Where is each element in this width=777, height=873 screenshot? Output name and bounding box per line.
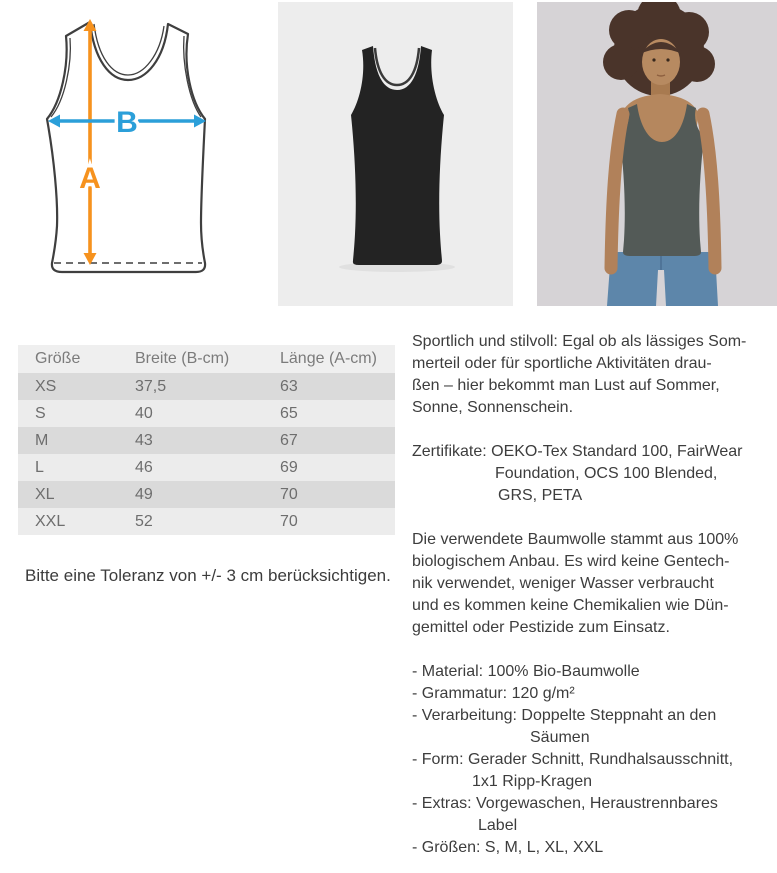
measure-label-b: B [116,106,138,139]
breite-cell: 37,5 [118,373,263,400]
table-row-l [18,454,395,481]
laenge-cell: 69 [263,454,395,481]
laenge-cell: 65 [263,400,395,427]
breite-cell: 52 [118,508,263,535]
breite-cell: 40 [118,400,263,427]
model-photo-drawing [537,2,777,306]
description-intro-paragraph: Sportlich und stilvoll: Egal ob als lässiges Som- merteil oder für sportliche Aktivitäten drau- ßen – hier bekommt man Lust auf Sommer, Sonne, Sonnenschein. [412,333,747,416]
product-description [412,331,777,859]
laenge-cell: 70 [263,481,395,508]
tolerance-note: Bitte eine Toleranz von +/- 3 cm berücksichtigen. [25,566,391,585]
size-cell: S [18,400,118,427]
size-cell: XXL [18,508,118,535]
table-row-xs [18,373,395,400]
laenge-cell: 67 [263,427,395,454]
size-diagram-drawing [20,8,252,290]
table-row-xxl [18,508,395,535]
size-diagram-image[interactable] [20,8,252,290]
measure-label-a: A [79,162,101,195]
size-cell: XS [18,373,118,400]
size-cell: L [18,454,118,481]
product-photo-drawing [278,2,513,306]
size-table-header-laenge: Länge (A-cm) [263,345,395,373]
size-table-header-groesse: Größe [18,345,118,373]
laenge-cell: 70 [263,508,395,535]
laenge-cell: 63 [263,373,395,400]
description-cotton-paragraph: Die verwendete Baumwolle stammt aus 100% biologischem Anbau. Es wird keine Gentech- nik verwendet, weniger Wasser verbraucht und es kommen keine Chemikalien wie Dün- gemittel oder Pestizide zum Einsatz. [412,531,739,636]
table-row-xl [18,481,395,508]
breite-cell: 46 [118,454,263,481]
size-table [18,345,395,535]
breite-cell: 49 [118,481,263,508]
size-table-header-breite: Breite (B-cm) [118,345,263,373]
size-cell: M [18,427,118,454]
breite-cell: 43 [118,427,263,454]
tank-outline [47,22,205,272]
size-table-header-row [18,345,395,373]
table-row-m [18,427,395,454]
description-specs-list: - Material: 100% Bio-Baumwolle - Grammatur: 120 g/m² - Verarbeitung: Doppelte Steppnaht an den Säumen - Form: Gerader Schnitt, Rundhalsausschnitt, 1x1 Ripp-Kragen - Extras: Vorgewaschen, Heraustrennbares Label - Größen: S, M, L, XL, XXL [412,663,734,856]
table-row-s [18,400,395,427]
model-photo[interactable] [537,2,777,306]
description-certificates-paragraph: Zertifikate: OEKO-Tex Standard 100, FairWear Foundation, OCS 100 Blended, GRS, PETA [412,443,743,504]
size-cell: XL [18,481,118,508]
product-photo[interactable] [278,2,513,306]
